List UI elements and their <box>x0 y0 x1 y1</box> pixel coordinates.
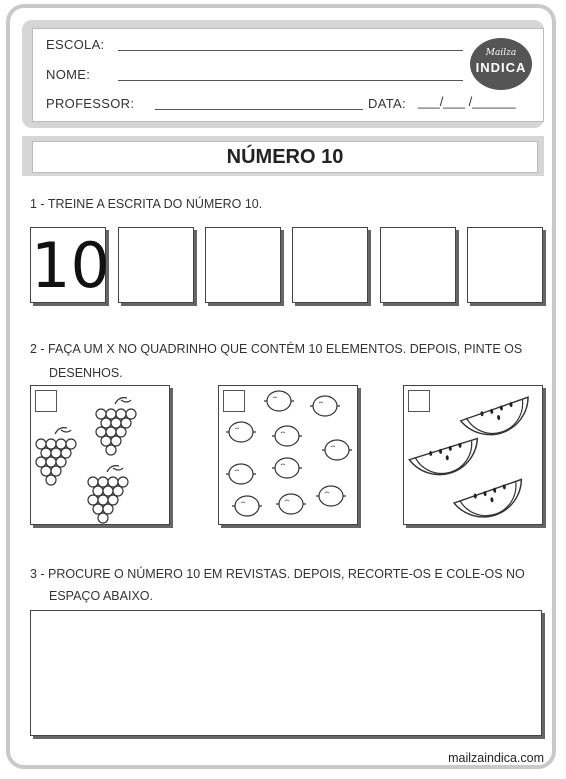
model-box <box>30 227 110 303</box>
footer-url: mailzaindica.com <box>448 751 544 765</box>
watermelon-panel <box>403 385 543 525</box>
page-title: NÚMERO 10 <box>32 141 538 173</box>
writing-box[interactable] <box>292 227 368 303</box>
paste-area[interactable] <box>30 610 542 736</box>
writing-box[interactable] <box>467 227 543 303</box>
lemons-panel <box>218 385 358 525</box>
model-number: 10 <box>31 229 110 302</box>
question-3-line2: ESPAÇO ABAIXO. <box>49 589 153 603</box>
date-field[interactable]: ___/___ /______ <box>418 94 516 109</box>
question-3-line1: 3 - PROCURE O NÚMERO 10 EM REVISTAS. DEPOIS, RECORTE-OS E COLE-OS NO <box>30 567 525 581</box>
question-1: 1 - TREINE A ESCRITA DO NÚMERO 10. <box>30 197 263 211</box>
grapes-icon <box>31 386 169 524</box>
name-field[interactable] <box>118 80 463 81</box>
school-field[interactable] <box>118 50 463 51</box>
teacher-field[interactable] <box>155 109 363 110</box>
writing-box[interactable] <box>118 227 194 303</box>
writing-box[interactable] <box>205 227 281 303</box>
name-label: NOME: <box>46 67 91 82</box>
teacher-label: PROFESSOR: <box>46 96 135 111</box>
grapes-panel <box>30 385 170 525</box>
school-label: ESCOLA: <box>46 37 105 52</box>
logo-script: Mailza <box>485 48 517 58</box>
logo <box>470 38 532 90</box>
question-2-line1: 2 - FAÇA UM X NO QUADRINHO QUE CONTÉM 10 ELEMENTOS. DEPOIS, PINTE OS <box>30 342 523 356</box>
lemon-icon <box>219 386 357 524</box>
watermelon-slice-icon <box>404 386 542 524</box>
question-2-line2: DESENHOS. <box>49 366 123 380</box>
writing-box[interactable] <box>380 227 456 303</box>
date-label: DATA: <box>368 96 406 111</box>
logo-wordmark: INDICA <box>475 60 527 75</box>
